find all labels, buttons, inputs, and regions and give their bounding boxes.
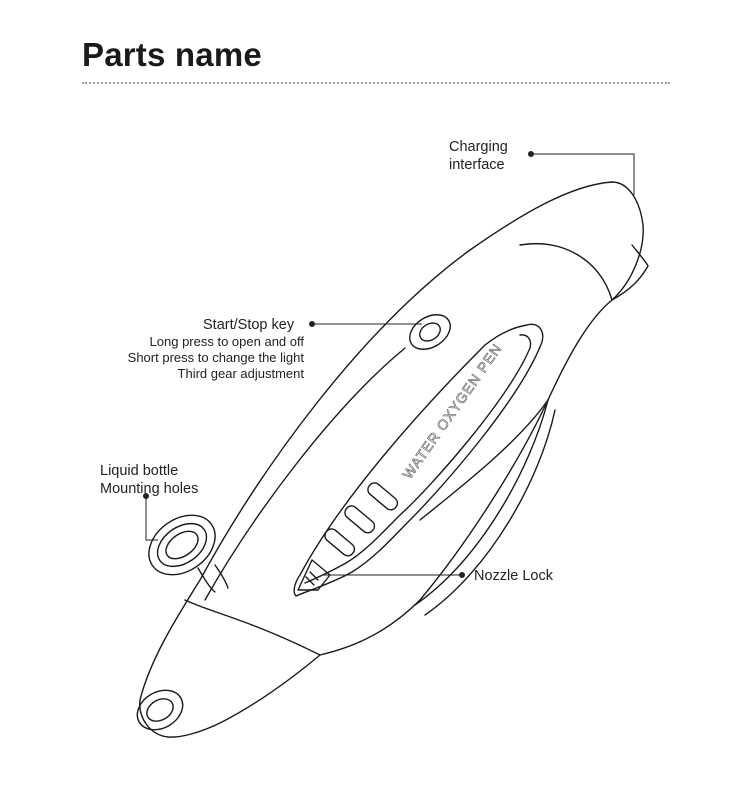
nozzle-tip-outer bbox=[130, 682, 190, 737]
charging-label-line2: interface bbox=[449, 157, 505, 173]
back-cap-seam bbox=[520, 244, 612, 300]
start-stop-note-2: Short press to change the light bbox=[127, 350, 304, 365]
indicator-slot-2 bbox=[342, 503, 376, 535]
charging-label-line1: Charging bbox=[449, 139, 508, 155]
product-text: WATER OXYGEN PEN bbox=[399, 340, 506, 482]
start-stop-key-button bbox=[416, 319, 443, 344]
leader-charging bbox=[531, 154, 634, 195]
nozzle-tip-inner bbox=[143, 694, 177, 725]
start-stop-key-ring bbox=[403, 308, 456, 357]
leader-dot-charging bbox=[528, 151, 534, 157]
pen-body-outline bbox=[140, 182, 643, 737]
bottle-mount-outer bbox=[138, 503, 227, 587]
page-title: Parts name bbox=[82, 36, 262, 73]
bottle-mount-inner bbox=[150, 515, 215, 575]
nozzle-lock-chevron bbox=[306, 572, 318, 585]
nozzle-lock-label: Nozzle Lock bbox=[474, 568, 553, 584]
start-stop-label: Start/Stop key bbox=[203, 317, 295, 333]
liquid-bottle-label-line1: Liquid bottle bbox=[100, 463, 179, 479]
leader-dot-nozzle-lock bbox=[459, 572, 465, 578]
start-stop-note-3: Third gear adjustment bbox=[177, 366, 304, 381]
back-cap-edge bbox=[612, 245, 648, 300]
liquid-bottle-label-line2: Mounting holes bbox=[100, 481, 199, 497]
body-seam-upper bbox=[205, 348, 405, 600]
leader-dot-start-stop bbox=[309, 321, 315, 327]
bottle-mount-hole bbox=[161, 526, 203, 565]
indicator-slot-1 bbox=[365, 480, 399, 512]
front-cone-seam bbox=[185, 600, 320, 655]
indicator-slot-3 bbox=[322, 526, 356, 558]
start-stop-note-1: Long press to open and off bbox=[149, 334, 304, 349]
